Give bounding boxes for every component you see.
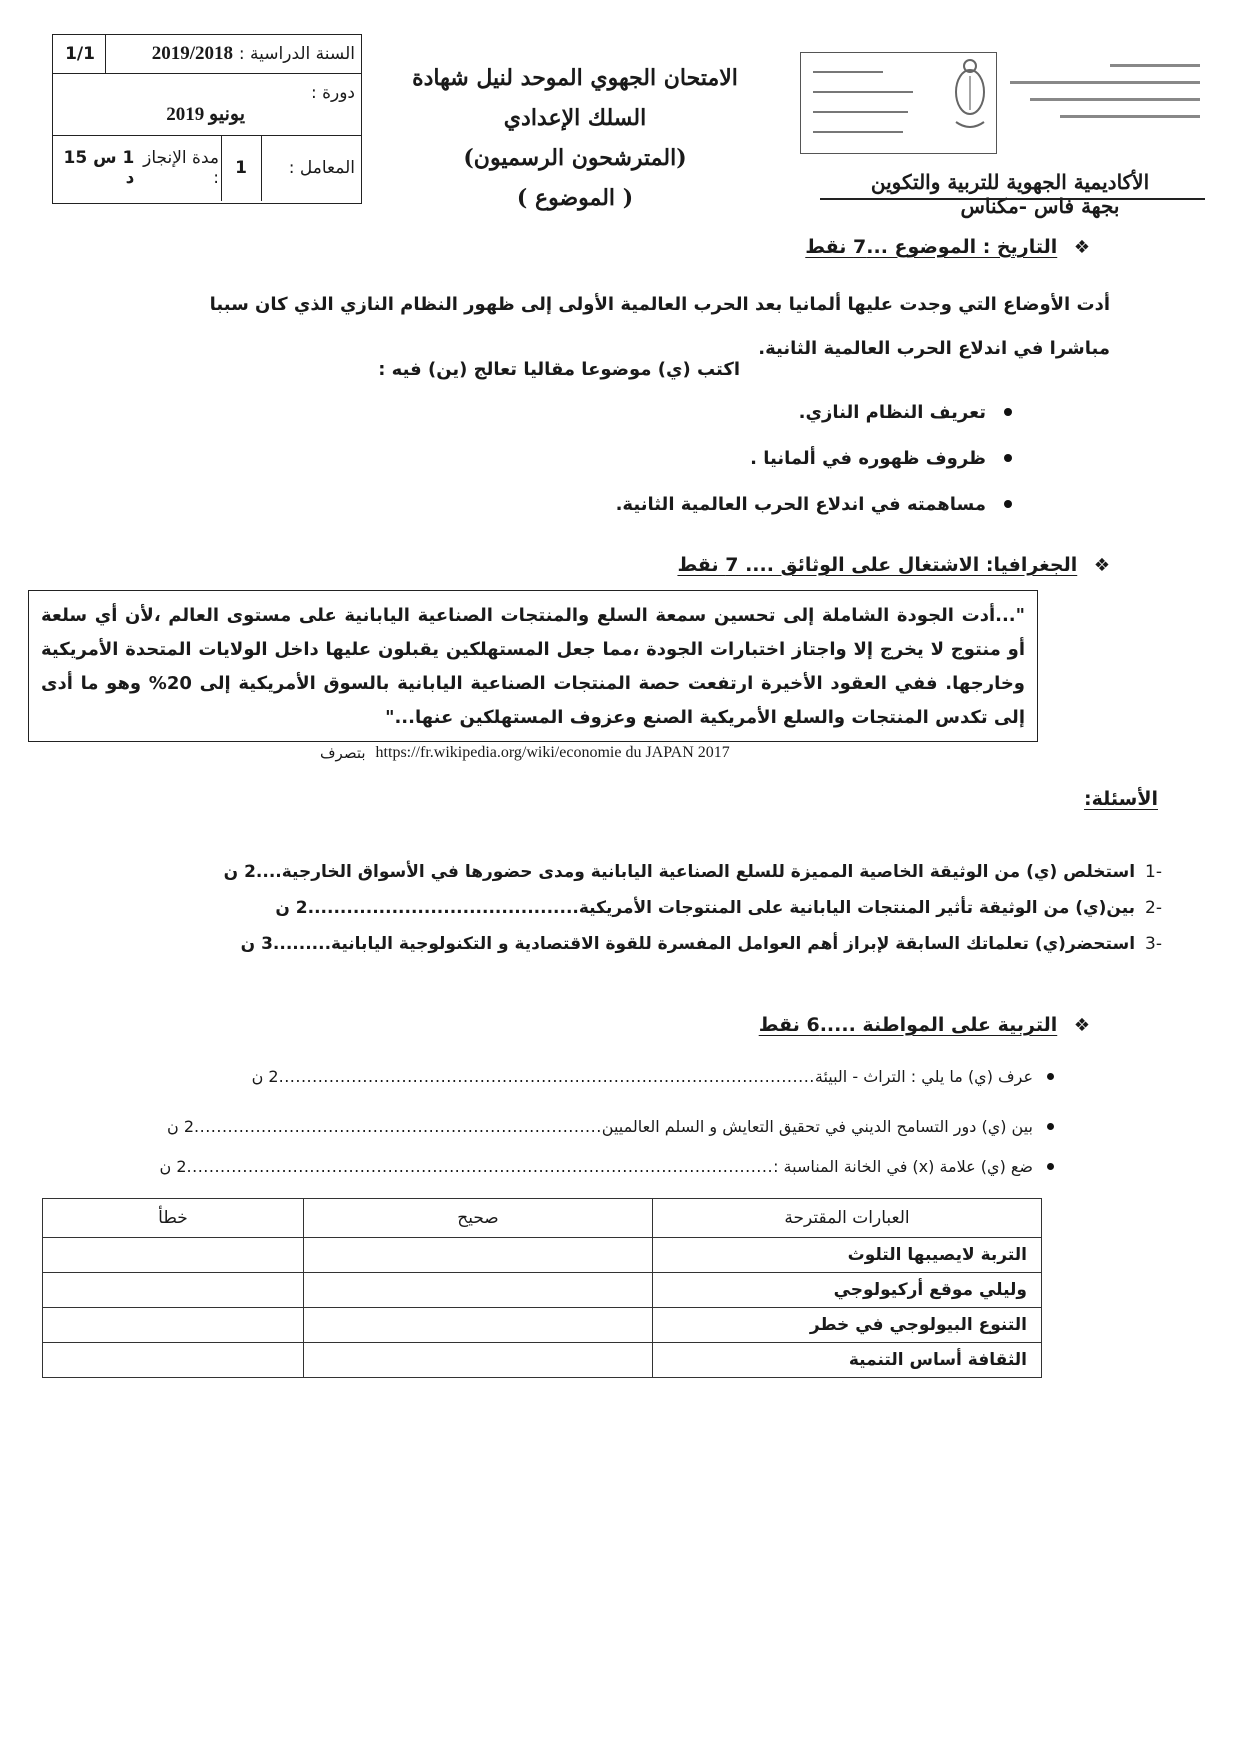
civics-heading: ❖ التربية على المواطنة .....6 نقط bbox=[758, 1014, 1090, 1036]
true-cell[interactable] bbox=[304, 1273, 653, 1308]
false-cell[interactable] bbox=[43, 1238, 304, 1273]
civics-items bbox=[44, 1056, 1054, 1186]
history-intro: أدت الأوضاع التي وجدت عليها ألمانيا بعد الحرب العالمية الأولى إلى ظهور النظام النازي الذي كان سببا مباشرا في اندلاع الحرب العالمية الثانية. bbox=[209, 294, 1110, 359]
diamond-bullet-icon: ❖ bbox=[1073, 1015, 1090, 1036]
table-row: التنوع البيولوجي في خطر bbox=[43, 1308, 1042, 1343]
table-row: التربة لايصيبها التلوث bbox=[43, 1238, 1042, 1273]
true-cell[interactable] bbox=[304, 1343, 653, 1378]
questions-list bbox=[62, 854, 1162, 962]
list-item: تعريف النظام النازي. bbox=[412, 392, 1012, 432]
table-row: وليلي موقع أركيولوجي bbox=[43, 1273, 1042, 1308]
exam-title-line3: (المترشحون الرسميون) bbox=[463, 145, 687, 171]
true-cell[interactable] bbox=[304, 1308, 653, 1343]
table-header-row: العبارات المقترحة صحيح خطأ bbox=[43, 1199, 1042, 1238]
list-item: بين (ي) دور التسامح الديني في تحقيق التعايش و السلم العالميين ......................................................................... 2 ن bbox=[44, 1106, 1054, 1146]
exam-title-line4: ( الموضوع ) bbox=[516, 185, 634, 211]
false-cell[interactable] bbox=[43, 1343, 304, 1378]
false-cell[interactable] bbox=[43, 1273, 304, 1308]
school-year: السنة الدراسية : 2019/2018 bbox=[151, 43, 355, 64]
false-cell[interactable] bbox=[43, 1308, 304, 1343]
question-item: -2 بين(ي) من الوثيقة تأثير المنتجات اليابانية على المنتوجات الأمريكية..........................................2 ن bbox=[275, 898, 1162, 918]
page-number: 1/1 bbox=[65, 44, 95, 64]
academy-name: الأكاديمية الجهوية للتربية والتكوين بجهة فاس -مكناس bbox=[870, 170, 1150, 218]
true-false-table bbox=[42, 1198, 1042, 1378]
exam-title bbox=[390, 58, 760, 218]
source-link: https://fr.wikipedia.org/wiki/economie du JAPAN 2017 bbox=[375, 744, 730, 761]
list-item: ظروف ظهوره في ألمانيا . bbox=[412, 438, 1012, 478]
diamond-bullet-icon: ❖ bbox=[1073, 237, 1090, 258]
questions-heading: الأسئلة: bbox=[1084, 788, 1158, 810]
history-bullets bbox=[412, 392, 1012, 524]
header-divider bbox=[820, 198, 1205, 200]
true-cell[interactable] bbox=[304, 1238, 653, 1273]
table-row: الثقافة أساس التنمية bbox=[43, 1343, 1042, 1378]
question-item: -1 استخلص (ي) من الوثيقة الخاصية المميزة للسلع الصناعية اليابانية ومدى حضورها في الأسواق الخارجية....2 ن bbox=[223, 862, 1162, 882]
exam-title-line2: السلك الإعدادي bbox=[503, 105, 647, 131]
session: دورة : يونيو 2019 bbox=[166, 82, 355, 125]
list-item: ضع (ي) علامة (x) في الخانة المناسبة : ......................................................................................................... 2 ن bbox=[44, 1146, 1054, 1186]
exam-title-line1: الامتحان الجهوي الموحد لنيل شهادة bbox=[412, 65, 738, 91]
history-prompt: اكتب (ي) موضوعا مقاليا تعالج (ين) فيه : bbox=[378, 359, 740, 380]
coefficient-value: 1 bbox=[235, 158, 247, 178]
document-source: بتصرف https://fr.wikipedia.org/wiki/economie du JAPAN 2017 bbox=[320, 744, 730, 762]
info-row-session bbox=[53, 73, 361, 136]
list-item: مساهمته في اندلاع الحرب العالمية الثانية. bbox=[412, 484, 1012, 524]
geography-heading: ❖ الجغرافيا: الاشتغال على الوثائق .... 7 نقط bbox=[677, 554, 1110, 576]
info-row-duration bbox=[53, 135, 361, 201]
exam-info-box bbox=[52, 34, 362, 204]
coat-of-arms-icon bbox=[948, 52, 992, 142]
coefficient-label: المعامل : bbox=[288, 158, 355, 178]
logo-arabic-lines bbox=[1000, 58, 1210, 118]
history-heading: ❖ التاريخ : الموضوع ...7 نقط bbox=[805, 236, 1090, 258]
diamond-bullet-icon: ❖ bbox=[1093, 555, 1110, 576]
list-item: عرف (ي) ما يلي : التراث - البيئة ................................................................................................ 2 ن bbox=[44, 1056, 1054, 1096]
question-item: -3 استحضر(ي) تعلماتك السابقة لإبراز أهم العوامل المفسرة للقوة الاقتصادية و التكنولوجية اليابانية.........3 ن bbox=[240, 934, 1162, 954]
duration: مدة الإنجاز : 1 س 15 د bbox=[63, 148, 219, 188]
info-row-year bbox=[53, 35, 361, 74]
document-quote: "...أدت الجودة الشاملة إلى تحسين سمعة السلع والمنتجات الصناعية اليابانية على مستوى العالم ،لأن أي سلعة أو منتوج لا يخرج إلا واجتاز اختبارات الجودة ،مما جعل المستهلكين يقبلون عليها داخل الولايات المتحدة الأمريكية وخارجها. ففي العقود الأخيرة ارتفعت حصة المنتجات الصناعية اليابانية بالسوق الأمريكية إلى 20% وهو ما أدى إلى تكدس المنتجات والسلع الأمريكية الصنع وعزوف المستهلكين عنها..." bbox=[28, 590, 1038, 742]
